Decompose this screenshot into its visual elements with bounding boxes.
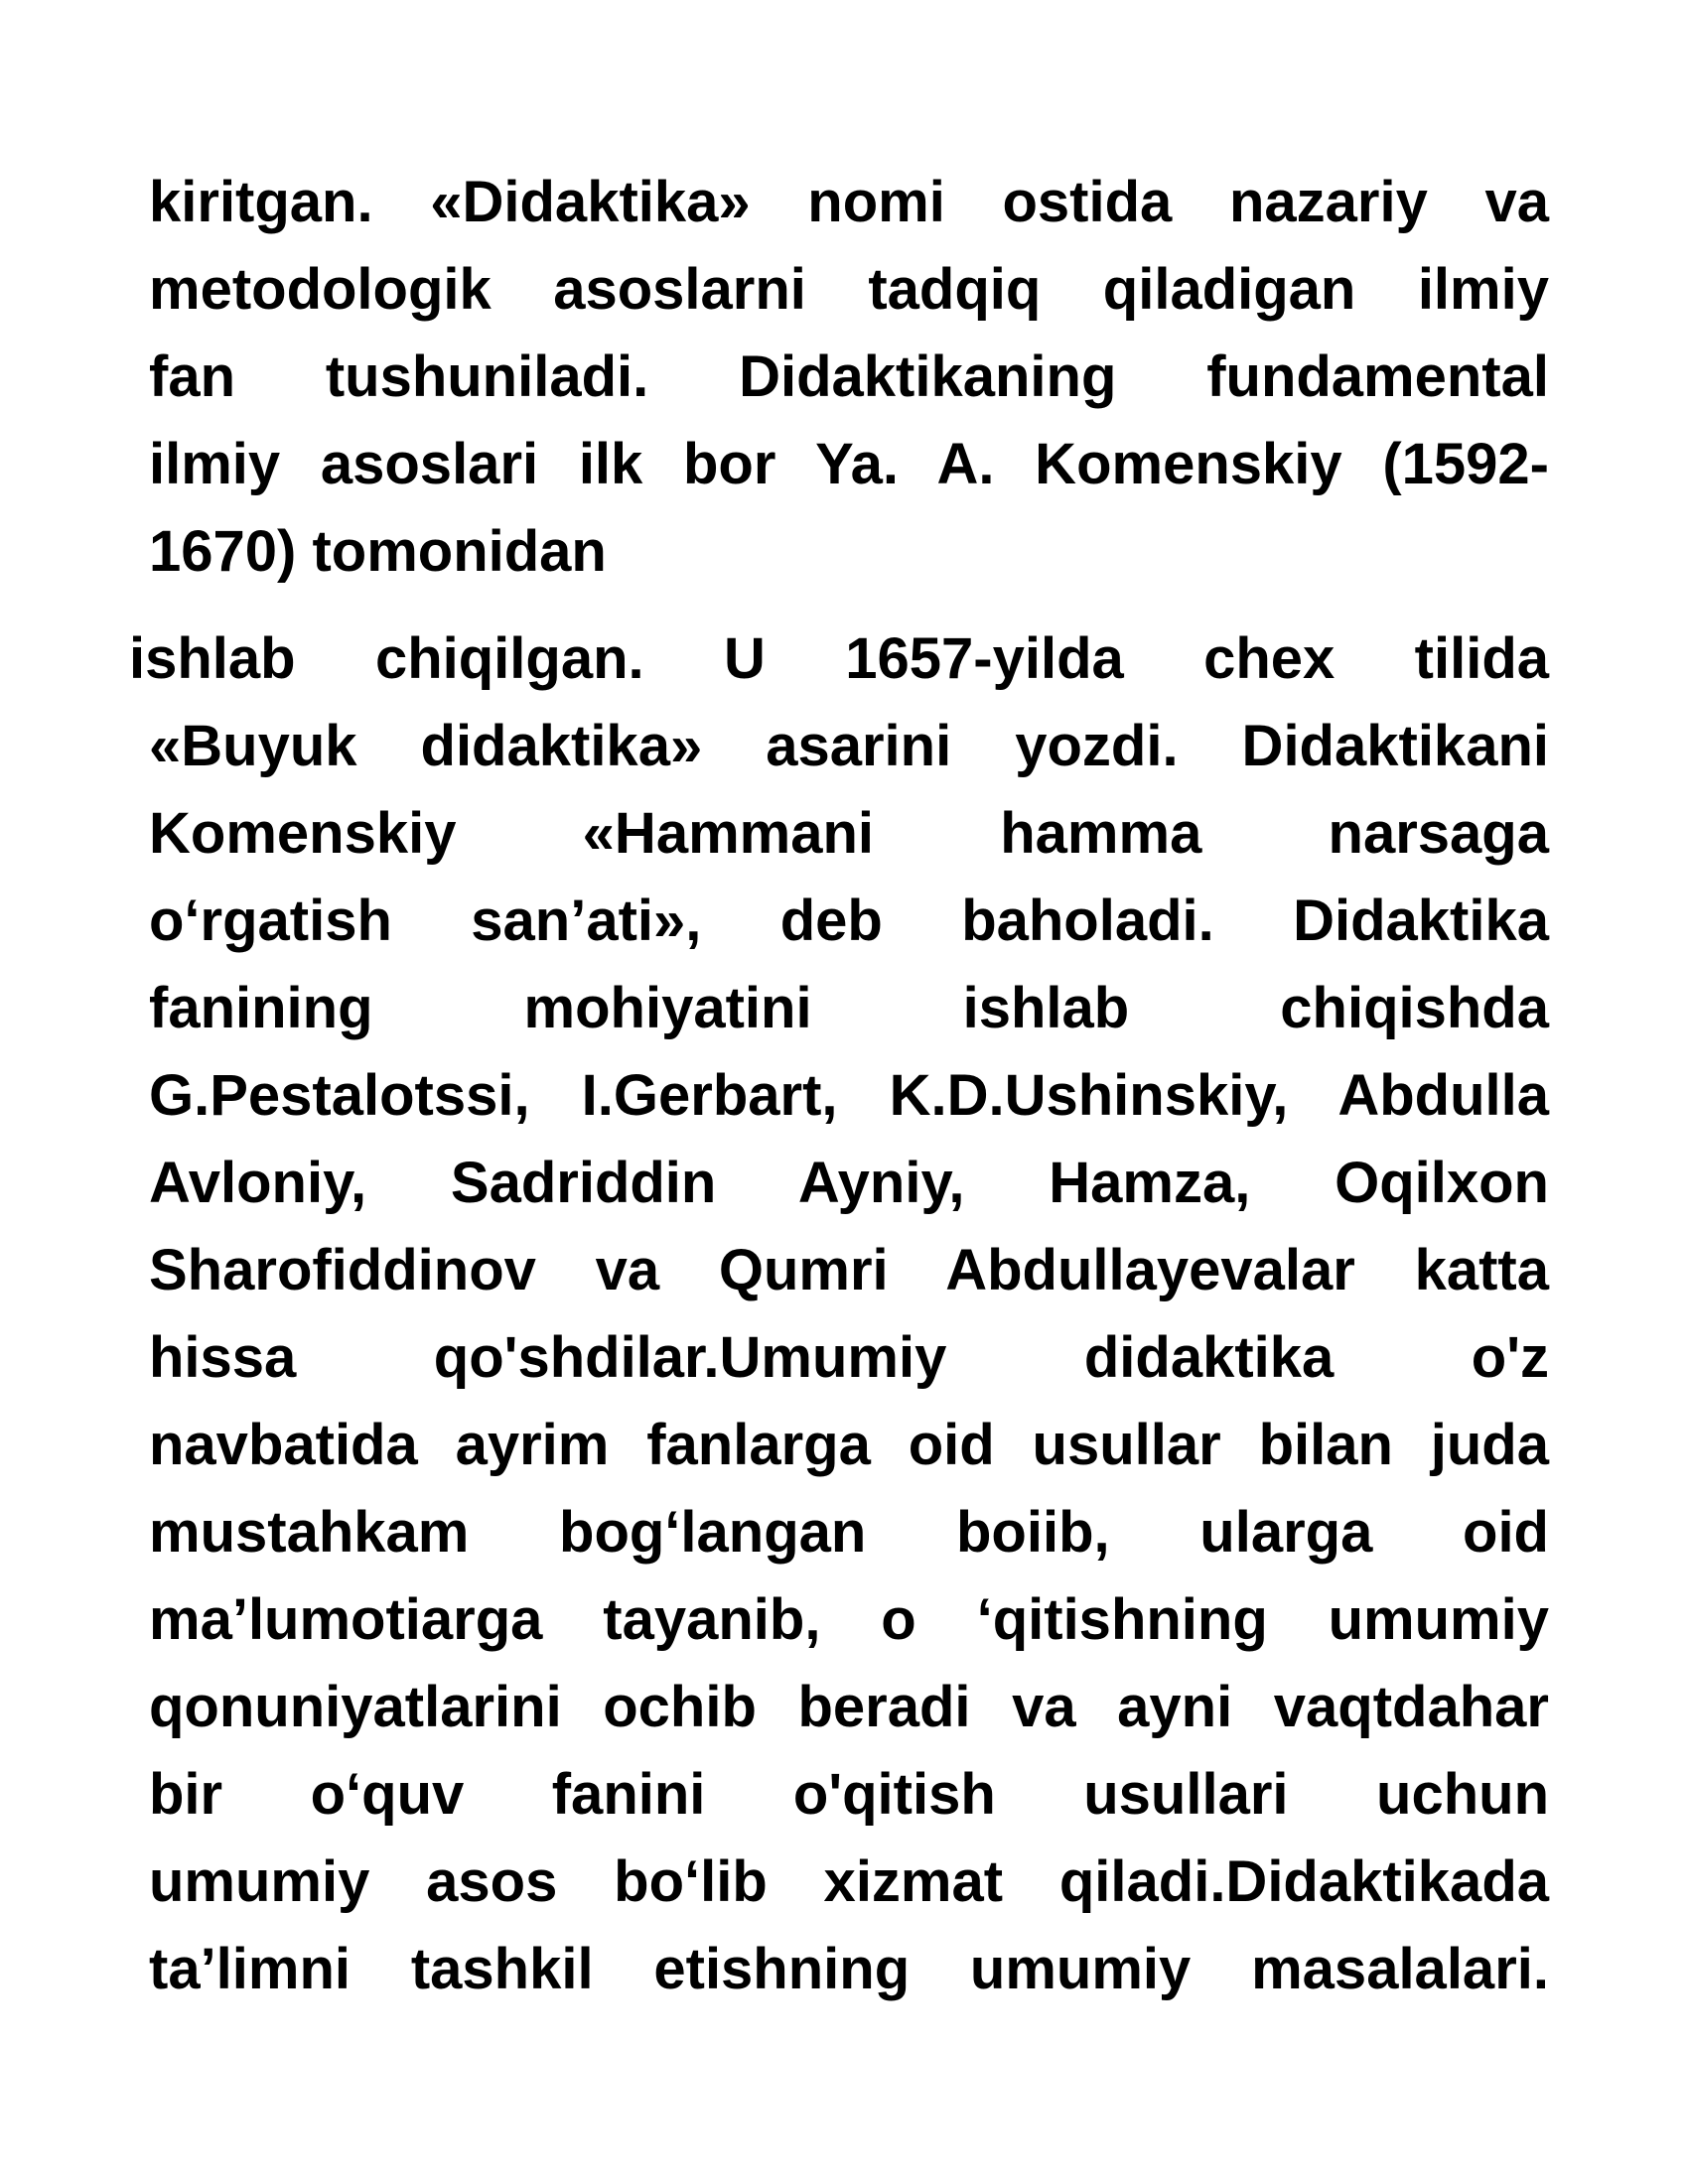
text-line: fanining mohiyatini ishlab chiqishda [149, 976, 1549, 1040]
text-line: bir o‘quv fanini o'qitish usullari uchun [149, 1762, 1549, 1827]
text-line: kiritgan. «Didaktika» nomi ostida nazariy va [149, 170, 1549, 234]
text-line: navbatida ayrim fanlarga oid usullar bilan juda [149, 1413, 1549, 1477]
text-line: G.Pestalotssi, I.Gerbart, K.D.Ushinskiy, Abdulla [149, 1063, 1549, 1128]
text-line: mustahkam bog‘langan boiib, ularga oid [149, 1500, 1549, 1565]
text-line: metodologik asoslarni tadqiq qiladigan ilmiy [149, 257, 1549, 322]
text-line: ilmiy asoslari ilk bor Ya. A. Komenskiy (1592- [149, 432, 1549, 496]
text-line: Komenskiy «Hammani hamma narsaga [149, 801, 1549, 866]
text-line: «Buyuk didaktika» asarini yozdi. Didaktikani [149, 714, 1549, 778]
text-line: fan tushuniladi. Didaktikaning fundamental [149, 344, 1549, 409]
text-line: Avloniy, Sadriddin Ayniy, Hamza, Oqilxon [149, 1151, 1549, 1215]
text-line: Sharofiddinov va Qumri Abdullayevalar katta [149, 1238, 1549, 1302]
text-line: ishlab chiqilgan. U 1657-yilda chex tilida [129, 626, 1549, 691]
text-line: qonuniyatlarini ochib beradi va ayni vaqtdahar [149, 1675, 1549, 1739]
text-line: hissa qo'shdilar.Umumiy didaktika o'z [149, 1325, 1549, 1390]
text-line: 1670) tomonidan [149, 519, 607, 584]
text-line: ta’limni tashkil etishning umumiy masalalari. [149, 1937, 1549, 2001]
text-line: umumiy asos bo‘lib xizmat qiladi.Didaktikada [149, 1849, 1549, 1914]
text-line: o‘rgatish san’ati», deb baholadi. Didaktika [149, 888, 1549, 953]
text-line: ma’lumotiarga tayanib, o ‘qitishning umumiy [149, 1587, 1549, 1652]
